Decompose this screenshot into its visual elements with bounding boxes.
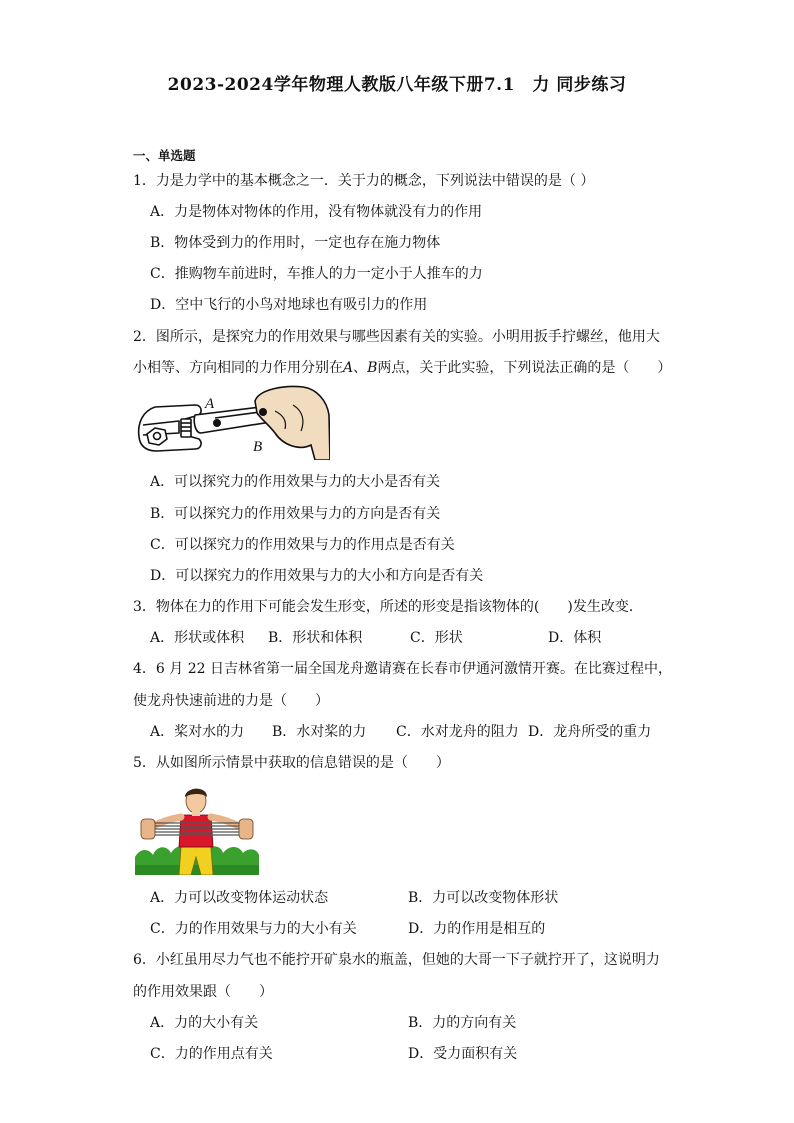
point-b-label: B — [253, 439, 263, 455]
question-4-option-b: B．水对桨的力 — [272, 724, 367, 740]
question-4-stem-line-1: 4．6 月 22 日吉林省第一届全国龙舟邀请赛在长春市伊通河激情开赛。在比赛过程中， — [133, 661, 672, 677]
question-5-stem: 5．从如图所示情景中获取的信息错误的是（ ） — [133, 755, 450, 771]
question-5-option-c: C．力的作用效果与力的大小有关 — [150, 921, 357, 937]
question-2-option-a: A．可以探究力的作用效果与力的大小是否有关 — [150, 474, 441, 490]
point-b-marker — [259, 408, 267, 416]
question-5-option-d: D．力的作用是相互的 — [408, 921, 546, 937]
page-title: 2023-2024学年物理人教版八年级下册7.1 力 同步练习 — [167, 75, 627, 95]
question-6-option-a: A．力的大小有关 — [150, 1015, 259, 1031]
question-6-option-d: D．受力面积有关 — [408, 1046, 518, 1062]
question-6-stem-line-2: 的作用效果跟（ ） — [133, 984, 273, 1000]
question-4-option-d: D．龙舟所受的重力 — [528, 724, 652, 740]
wrench-figure — [135, 385, 330, 460]
question-4-stem-line-2: 使龙舟快速前进的力是（ ） — [133, 693, 329, 709]
question-3-option-c: C．形状 — [410, 630, 463, 646]
question-3-option-b: B．形状和体积 — [268, 630, 363, 646]
question-6-option-c: C．力的作用点有关 — [150, 1046, 273, 1062]
question-4-option-a: A．桨对水的力 — [150, 724, 245, 740]
question-1-option-c: C．推购物车前进时，车推人的力一定小于人推车的力 — [150, 266, 483, 282]
question-1-stem: 1．力是力学中的基本概念之一．关于力的概念，下列说法中错误的是（ ） — [133, 173, 595, 189]
question-2-stem-line-2: 小相等、方向相同的力作用分别在A、B两点，关于此实验，下列说法正确的是（ ） — [133, 360, 672, 376]
question-6-stem-line-1: 6．小红虽用尽力气也不能拧开矿泉水的瓶盖，但她的大哥一下子就拧开了，这说明力 — [133, 952, 660, 968]
question-2-option-c: C．可以探究力的作用效果与力的作用点是否有关 — [150, 537, 455, 553]
question-5-option-b: B．力可以改变物体形状 — [408, 890, 559, 906]
question-6-option-b: B．力的方向有关 — [408, 1015, 517, 1031]
question-1-option-a: A．力是物体对物体的作用，没有物体就没有力的作用 — [150, 204, 483, 220]
question-5-option-a: A．力可以改变物体运动状态 — [150, 890, 329, 906]
question-3-option-d: D．体积 — [548, 630, 602, 646]
spring-exerciser-figure — [135, 785, 259, 875]
question-4-option-c: C．水对龙舟的阻力 — [396, 724, 519, 740]
point-a-marker — [213, 419, 221, 427]
question-3-option-a: A．形状或体积 — [150, 630, 245, 646]
point-a-label: A — [205, 396, 215, 412]
question-1-option-b: B．物体受到力的作用时，一定也存在施力物体 — [150, 235, 441, 251]
section-heading: 一、单选题 — [133, 148, 196, 163]
question-3-stem: 3．物体在力的作用下可能会发生形变，所述的形变是指该物体的( )发生改变． — [133, 599, 643, 615]
question-1-option-d: D．空中飞行的小鸟对地球也有吸引力的作用 — [150, 297, 428, 313]
question-2-option-b: B．可以探究力的作用效果与力的方向是否有关 — [150, 506, 441, 522]
question-2-stem-line-1: 2．图所示，是探究力的作用效果与哪些因素有关的实验。小明用扳手拧螺丝，他用大 — [133, 329, 660, 345]
question-2-option-d: D．可以探究力的作用效果与力的大小和方向是否有关 — [150, 568, 484, 584]
